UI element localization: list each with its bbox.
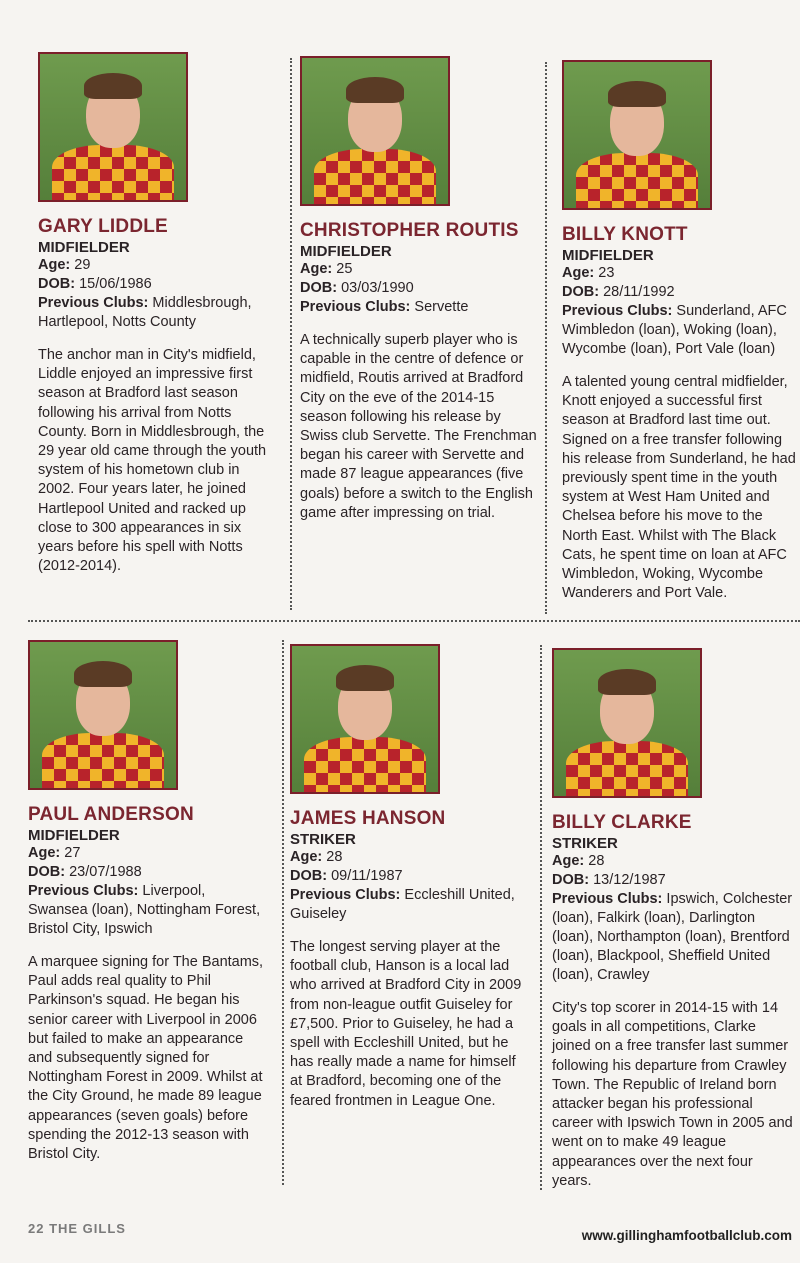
website-url: www.gillinghamfootballclub.com	[581, 1228, 792, 1243]
player-age: Age: 28	[552, 853, 605, 869]
player-dob: DOB: 15/06/1986	[38, 276, 152, 292]
player-name: GARY LIDDLE	[38, 216, 168, 237]
player-dob: DOB: 03/03/1990	[300, 280, 414, 296]
player-photo	[552, 648, 702, 798]
player-age: Age: 23	[562, 265, 615, 281]
column-divider	[540, 645, 542, 1190]
player-previous-clubs: Previous Clubs: Ipswich, Colchester (loan), Falkirk (loan), Darlington (loan), Northampton (loan), Brentford (loan), Blackpool, Sheffield United (loan), Crawley	[552, 891, 793, 983]
player-photo	[28, 640, 178, 790]
player-profile-christopher-routis	[300, 56, 540, 523]
player-profile-gary-liddle	[38, 52, 274, 576]
player-profile-paul-anderson	[28, 640, 264, 1164]
player-position: MIDFIELDER	[300, 243, 392, 260]
player-age: Age: 25	[300, 261, 353, 277]
player-previous-clubs: Previous Clubs: Eccleshill United, Guiseley	[290, 887, 515, 922]
player-bio: The anchor man in City's midfield, Liddle enjoyed an impressive first season at Bradford last season following his arrival from Notts County. Born in Middlesbrough, the 29 year old came through the youth system of his hometown club in 2002. Four years later, he joined Hartlepool United and racked up close to 300 appearances in six years before his spell with Notts (2012-2014).	[38, 347, 267, 575]
player-position: MIDFIELDER	[562, 247, 654, 264]
player-name: JAMES HANSON	[290, 808, 446, 829]
column-divider	[545, 62, 547, 614]
column-divider	[290, 58, 292, 610]
player-dob: DOB: 13/12/1987	[552, 872, 666, 888]
player-dob: DOB: 28/11/1992	[562, 284, 675, 300]
player-name: CHRISTOPHER ROUTIS	[300, 220, 519, 241]
player-bio: A talented young central midfielder, Knott enjoyed a successful first season at Bradford last time out. Signed on a free transfer following his release from Sunderland, he had previously spent time in the youth system at West Ham United and Chelsea before his move to the North East. Whilst with The Black Cats, he spent time on loan at AFC Wimbledon, Woking, Wycombe Wanderers and Port Vale.	[562, 374, 796, 602]
player-photo	[562, 60, 712, 210]
player-previous-clubs: Previous Clubs: Liverpool, Swansea (loan), Nottingham Forest, Bristol City, Ipswich	[28, 883, 261, 937]
player-age: Age: 28	[290, 849, 343, 865]
player-profile-billy-clarke	[552, 648, 796, 1191]
player-photo	[290, 644, 440, 794]
row-divider	[28, 620, 800, 622]
player-position: MIDFIELDER	[38, 239, 130, 256]
player-previous-clubs: Previous Clubs: Sunderland, AFC Wimbledon (loan), Woking (loan), Wycombe (loan), Port Vale (loan)	[562, 303, 787, 357]
player-name: BILLY CLARKE	[552, 812, 692, 833]
column-divider	[282, 640, 284, 1185]
player-bio: A technically superb player who is capable in the centre of defence or midfield, Routis arrived at Bradford City on the eve of the 2014-15 season following his release by Swiss club Servette. The Frenchman began his career with Servette and made 87 league appearances (five goals) before a switch to the English game after impressing on trial.	[300, 332, 537, 521]
player-dob: DOB: 09/11/1987	[290, 868, 403, 884]
player-name: PAUL ANDERSON	[28, 804, 194, 825]
player-age: Age: 29	[38, 257, 91, 273]
player-dob: DOB: 23/07/1988	[28, 864, 142, 880]
player-profile-billy-knott	[562, 60, 798, 603]
player-position: MIDFIELDER	[28, 827, 120, 844]
player-bio: A marquee signing for The Bantams, Paul adds real quality to Phil Parkinson's squad. He began his senior career with Liverpool in 2006 but failed to make an appearance and subsequently signed for Nottingham Forest in 2009. Whilst at the City Ground, he made 89 league appearances (seven goals) before spending the 2012-13 season with Bristol City.	[28, 954, 264, 1163]
page-number: 22 THE GILLS	[28, 1221, 126, 1236]
player-position: STRIKER	[552, 835, 618, 852]
player-profile-james-hanson	[290, 644, 530, 1111]
player-age: Age: 27	[28, 845, 81, 861]
player-previous-clubs: Previous Clubs: Middlesbrough, Hartlepool, Notts County	[38, 295, 252, 330]
player-photo	[300, 56, 450, 206]
player-bio: The longest serving player at the football club, Hanson is a local lad who arrived at Bradford City in 2009 from non-league outfit Guiseley for £7,500. Prior to Guiseley, he had a spell with Eccleshill United, but he has really made a name for himself at Bradford, becoming one of the feared frontmen in League One.	[290, 939, 522, 1109]
player-name: BILLY KNOTT	[562, 224, 688, 245]
player-photo	[38, 52, 188, 202]
player-position: STRIKER	[290, 831, 356, 848]
player-previous-clubs: Previous Clubs: Servette	[300, 299, 469, 315]
player-bio: City's top scorer in 2014-15 with 14 goals in all competitions, Clarke joined on a free transfer last summer following his departure from Crawley Town. The Republic of Ireland born attacker began his professional career with Ipswich Town in 2005 and went on to make 49 league appearances over the next four years.	[552, 1000, 793, 1189]
